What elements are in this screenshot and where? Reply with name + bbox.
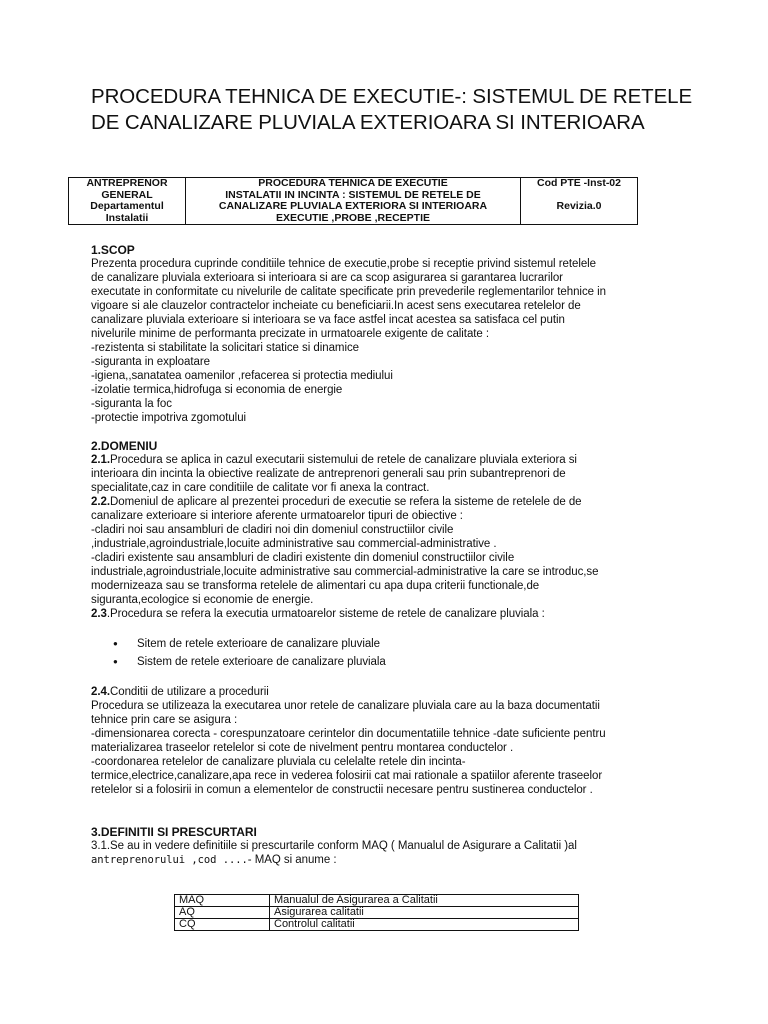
paragraph-line: industriale,agroindustriale,locuite administrative sau commercial-administrative la care se introduc,se — [91, 566, 599, 578]
paragraph-title: Conditii de utilizare a procedurii — [109, 686, 269, 698]
section-heading-definitii: 3.DEFINITII SI PRESCURTARI — [91, 825, 257, 839]
header-cell-procedure — [186, 178, 521, 225]
header-cell-contractor — [69, 178, 186, 225]
paragraph-line: retelelor si a folosirii in comun a elementelor de constructii necesare pentru sustinerea conductelor . — [91, 784, 593, 796]
header-code: Cod PTE -Inst-02 — [536, 177, 621, 189]
paragraph-line: -cladiri existente sau ansambluri de cladiri existente din domeniul constructiilor civile — [91, 552, 515, 564]
header-procedure-line: EXECUTIE ,PROBE ,RECEPTIE — [275, 211, 431, 224]
scop-line: -siguranta la foc — [91, 398, 172, 410]
bullet-list — [91, 635, 691, 671]
definition-cell: Manualul de Asigurarea a Calitatii — [270, 895, 579, 907]
scop-line: -rezistenta si stabilitate la solicitari statice si dinamice — [91, 342, 359, 354]
abbreviations-table — [174, 894, 579, 931]
paragraph-line: -cladiri noi sau ansambluri de cladiri noi din domeniul constructiilor civile — [91, 524, 454, 536]
scop-line: -protectie impotriva zgomotului — [91, 412, 247, 424]
header-procedure-line: PROCEDURA TEHNICA DE EXECUTIE — [258, 177, 448, 189]
header-procedure-line: CANALIZARE PLUVIALA EXTERIORA SI INTERIOARA — [218, 200, 488, 213]
definitii-line-rest: - MAQ si anume : — [247, 854, 337, 866]
scop-line: -siguranta in exploatare — [91, 356, 210, 368]
definition-cell: Asigurarea calitatii — [270, 907, 579, 919]
header-contractor-line: Departamentul — [90, 200, 164, 213]
header-contractor-line: ANTREPRENOR — [86, 177, 168, 189]
scop-line: -izolatie termica,hidrofuga si economia de energie — [91, 384, 343, 396]
paragraph-line: -dimensionarea corecta - corespunzatoare cerintelor din documentatiile tehnice -date suficiente pentru — [91, 728, 606, 740]
table-row — [175, 895, 579, 907]
paragraph-line: siguranta,ecologice si economie de energie. — [91, 594, 314, 606]
abbreviation-cell: MAQ — [175, 895, 270, 907]
table-row — [175, 907, 579, 919]
scop-line: executate in conformitate cu nivelurile de calitate specificate prin prevederile reglementarilor tehnice in — [91, 286, 606, 298]
section-heading-domeniu: 2.DOMENIU — [91, 439, 158, 453]
paragraph-2-1 — [91, 453, 691, 467]
spacer — [91, 671, 691, 685]
scop-line: nivelurile minime de performanta precizate in urmatoarele exigente de calitate : — [91, 328, 490, 340]
paragraph-2-3 — [91, 607, 691, 621]
definition-cell: Controlul calitatii — [270, 919, 579, 931]
header-revision: Revizia.0 — [556, 200, 602, 213]
paragraph-line: -coordonarea retelelor de canalizare pluviala cu celelalte retele din incinta- — [91, 756, 466, 768]
section-heading-scop: 1.SCOP — [91, 243, 135, 257]
paragraph-line: Procedura se utilizeaza la executarea unor retele de canalizare pluviala care au la baza documentatii — [91, 700, 600, 712]
paragraph-2-2 — [91, 495, 691, 509]
paragraph-number: 2.2. — [91, 496, 110, 508]
paragraph-line: materializarea traseelor retelelor si cote de nivelment pentru montarea conductelor . — [91, 742, 514, 754]
definitii-line: 3.1.Se au in vedere definitiile si prescurtarile conform MAQ ( Manualul de Asigurare a Calitatii )al — [91, 840, 577, 852]
contractor-code-text: antreprenorului ,cod .... — [91, 854, 248, 866]
paragraph-line: .Procedura se refera la executia urmatoarelor sisteme de retele de canalizare pluviala : — [106, 608, 545, 620]
abbreviation-cell: CQ — [175, 919, 270, 931]
list-item: ● Sistem de retele exterioare de canalizare pluviala — [91, 653, 691, 671]
paragraph-line: Domeniul de aplicare al prezentei proceduri de executie se refera la sisteme de retelele de de — [109, 496, 582, 508]
abbreviation-cell: AQ — [175, 907, 270, 919]
header-cell-code — [521, 178, 638, 225]
spacer — [91, 621, 691, 635]
paragraph-2-4 — [91, 685, 691, 699]
header-procedure-line: INSTALATII IN INCINTA : SISTEMUL DE RETELE DE — [225, 188, 481, 201]
document-header-table — [68, 177, 638, 225]
scop-line: -igiena,,sanatatea oamenilor ,refacerea si protectia mediului — [91, 370, 393, 382]
spacer — [91, 811, 691, 825]
document-body — [91, 243, 691, 867]
spacer — [91, 425, 691, 439]
scop-line: vigoare si ale clauzelor contractelor incheiate cu beneficiarii.In acest sens executarea retelelor de — [91, 300, 581, 312]
table-row — [175, 919, 579, 931]
paragraph-number: 2.3 — [91, 608, 107, 620]
paragraph-line: ,industriale,agroindustriale,locuite administrative sau commercial-administrative . — [91, 538, 497, 550]
scop-line: de canalizare pluviala exterioara si interioara si are ca scop asigurarea si garantarea lucrarilor — [91, 272, 563, 284]
paragraph-line: termice,electrice,canalizare,apa rece in vederea folosirii cat mai rationale a spatiilor aferente traseelor — [91, 770, 603, 782]
paragraph-line: modernizeaza sau se transforma retelele de alimentari cu apa dupa criterii functionale,de — [91, 580, 540, 592]
definitii-line-2 — [91, 853, 691, 867]
scop-line: canalizare pluviala exterioare si interioara se va face astfel incat acestea sa satisfaca cel putin — [91, 314, 565, 326]
scop-line: Prezenta procedura cuprinde conditiile tehnice de executie,probe si receptie privind sistemul retelele — [91, 258, 597, 270]
document-title: PROCEDURA TEHNICA DE EXECUTIE-: SISTEMUL DE RETELE DE CANALIZARE PLUVIALA EXTERIOARA SI INTERIOARA — [91, 85, 693, 134]
paragraph-number: 2.4. — [91, 686, 110, 698]
paragraph-line: tehnice prin care se asigura : — [91, 714, 238, 726]
paragraph-line: canalizare exterioare si interiore aferente urmatoarelor tipuri de obiective : — [91, 510, 463, 522]
list-item: ● Sitem de retele exterioare de canalizare pluviale — [91, 635, 691, 653]
header-contractor-line: Instalatii — [105, 211, 149, 224]
paragraph-number: 2.1. — [91, 454, 110, 466]
paragraph-line: Procedura se aplica in cazul executarii sistemului de retele de canalizare pluviala exteriora si — [109, 454, 577, 466]
spacer — [91, 797, 691, 811]
paragraph-line: interioara din incinta la obiective realizate de antreprenori generali sau prin subantreprenori de — [91, 468, 566, 480]
paragraph-line: specialitate,caz in care conditiile de calitate vor fi anexa la contract. — [91, 482, 430, 494]
header-contractor-line: GENERAL — [101, 188, 153, 201]
